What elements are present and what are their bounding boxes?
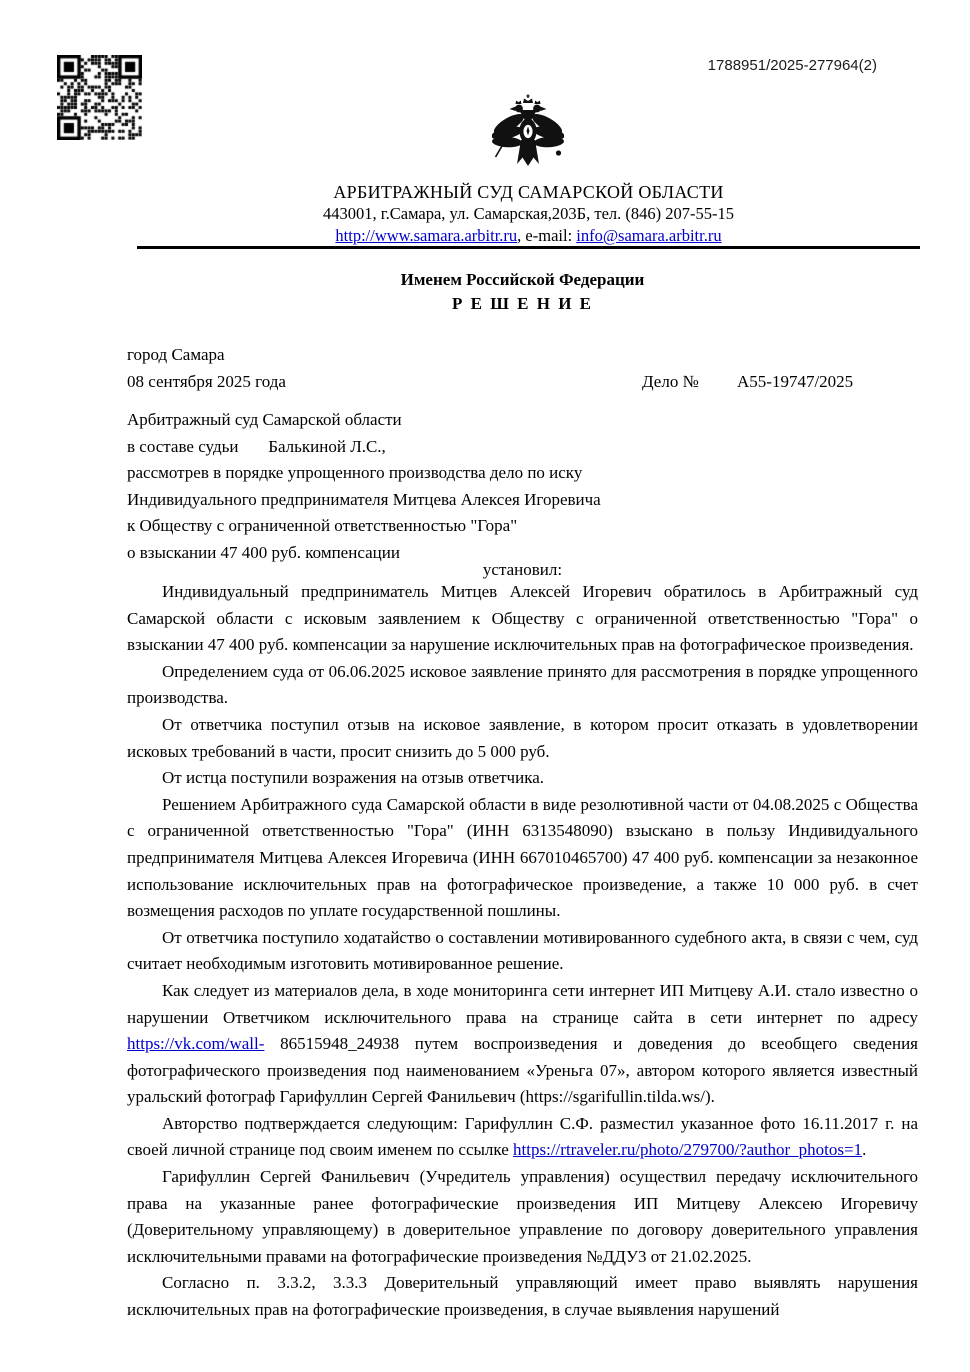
- text-segment: Решением Арбитражного суда Самарской области в виде резолютивной части от 04.08.2025 с Общества с ограниченной ответственностью "Гора" (ИНН 6313548090) взыскано в пользу Индивидуального предпринимателя Митцева Алексея Игоревича (ИНН 667010465700) 47 400 руб. компенсации за незаконное использование исключительных прав на фотографическое произведение, а также 10 000 руб. в счет возмещения расходов по уплате государственной пошлины.: [127, 794, 918, 921]
- paragraph: [127, 1164, 918, 1270]
- court-email-link[interactable]: info@samara.arbitr.ru: [576, 226, 722, 245]
- text-segment: Согласно п. 3.3.2, 3.3.3 Доверительный управляющий имеет право выявлять нарушения исключительных прав на фотографические произведения, в случае выявления нарушений: [127, 1273, 918, 1320]
- city-line: город Самара: [127, 345, 225, 364]
- text-segment: .: [862, 1140, 867, 1160]
- paragraph: [127, 1111, 918, 1164]
- intro-line: рассмотрев в порядке упрощенного производства дело по иску: [127, 463, 583, 482]
- paragraph: [127, 792, 918, 925]
- decision-title: Р Е Ш Е Н И Е: [451, 294, 593, 313]
- text-segment: Гарифуллин Сергей Фанильевич (Учредитель управления) осуществил передачу исключительного права на указанные ранее фотографические произведения ИП Митцеву Алексею Игоревичу (Доверительному управляющему) в доверительное управление по договору доверительного управления исключительными правами на фотографические произведения №ДДУ3 от 21.02.2025.: [127, 1167, 918, 1266]
- court-letterhead: [137, 181, 920, 247]
- in-the-name-line: Именем Российской Федерации: [400, 270, 645, 289]
- title-block: [127, 268, 918, 315]
- inline-link[interactable]: https://vk.com/wall-: [127, 1034, 265, 1054]
- case-number: А55-19747/2025: [737, 371, 854, 391]
- court-address: 443001, г.Самара, ул. Самарская,203Б, тел. (846) 207-55-15: [322, 204, 735, 223]
- text-segment: Как следует из материалов дела, в ходе мониторинга сети интернет ИП Митцеву А.И. стало известно о нарушении Ответчиком исключительного права на странице сайта в сети интернет по адресу: [127, 980, 918, 1027]
- decision-date: 08 сентября 2025 года: [127, 371, 286, 391]
- coat-of-arms-icon: [492, 94, 564, 172]
- intro-line: Индивидуального предпринимателя Митцева Алексея Игоревича: [127, 489, 601, 509]
- court-website-link[interactable]: http://www.samara.arbitr.ru: [335, 226, 518, 245]
- court-name: АРБИТРАЖНЫЙ СУД САМАРСКОЙ ОБЛАСТИ: [333, 182, 724, 202]
- case-info-block: [127, 342, 918, 395]
- text-segment: От ответчика поступило ходатайство о составлении мотивированного судебного акта, в связи с чем, суд считает необходимым изготовить мотивированное решение.: [127, 927, 918, 974]
- case-number-label: Дело №: [642, 371, 699, 391]
- qr-code-icon: [57, 55, 142, 140]
- text-segment: От ответчика поступил отзыв на исковое заявление, в котором просит отказать в удовлетворении исковых требований в части, просит снизить до 5 000 руб.: [127, 714, 918, 761]
- date-line: [127, 369, 918, 396]
- ustanovil-heading: установил:: [482, 560, 563, 579]
- court-contacts-line: [137, 225, 920, 247]
- paragraph: [127, 765, 918, 792]
- text-segment: От истца поступили возражения на отзыв ответчика.: [162, 768, 544, 788]
- paragraph: [127, 712, 918, 765]
- intro-block: [127, 407, 918, 566]
- body-paragraphs: [127, 579, 918, 1324]
- intro-line: Арбитражный суд Самарской области: [127, 410, 402, 429]
- inline-link[interactable]: https://rtraveler.ru/photo/279700/?author_photos=1: [513, 1140, 863, 1160]
- text-segment: Индивидуальный предприниматель Митцев Алексей Игоревич обратилось в Арбитражный суд Самарской области с исковым заявлением к Обществу с ограниченной ответственностью "Гора" о взыскании 47 400 руб. компенсации за нарушение исключительных прав на фотографическое произведения.: [127, 582, 918, 655]
- paragraph: [127, 1270, 918, 1323]
- paragraph: [127, 925, 918, 978]
- text-segment: Определением суда от 06.06.2025 исковое заявление принято для рассмотрения в порядке упрощенного производства.: [127, 661, 918, 708]
- document-number: 1788951/2025-277964(2): [707, 57, 877, 74]
- paragraph: [127, 579, 918, 659]
- email-label: , e-mail:: [517, 226, 577, 245]
- paragraph: [127, 978, 918, 1111]
- header-divider: [137, 246, 920, 249]
- intro-line: в составе судьи Балькиной Л.С.,: [127, 436, 386, 456]
- paragraph: [127, 659, 918, 712]
- text-segment: 86515948_24938 путем воспроизведения и доведения до всеобщего сведения фотографического произведения под наименованием «Уреньга 07», автором которого является известный уральский фотограф Гарифуллин Сергей Фанильевич (https://sgarifullin.tilda.ws/).: [127, 1034, 918, 1107]
- intro-line: о взыскании 47 400 руб. компенсации: [127, 542, 400, 562]
- text-segment: Авторство подтверждается следующим: Гарифуллин С.Ф. разместил указанное фото 16.11.2017 г. на своей личной странице под своим именем по ссылке: [127, 1113, 918, 1160]
- intro-line: к Обществу с ограниченной ответственностью "Гора": [127, 516, 518, 535]
